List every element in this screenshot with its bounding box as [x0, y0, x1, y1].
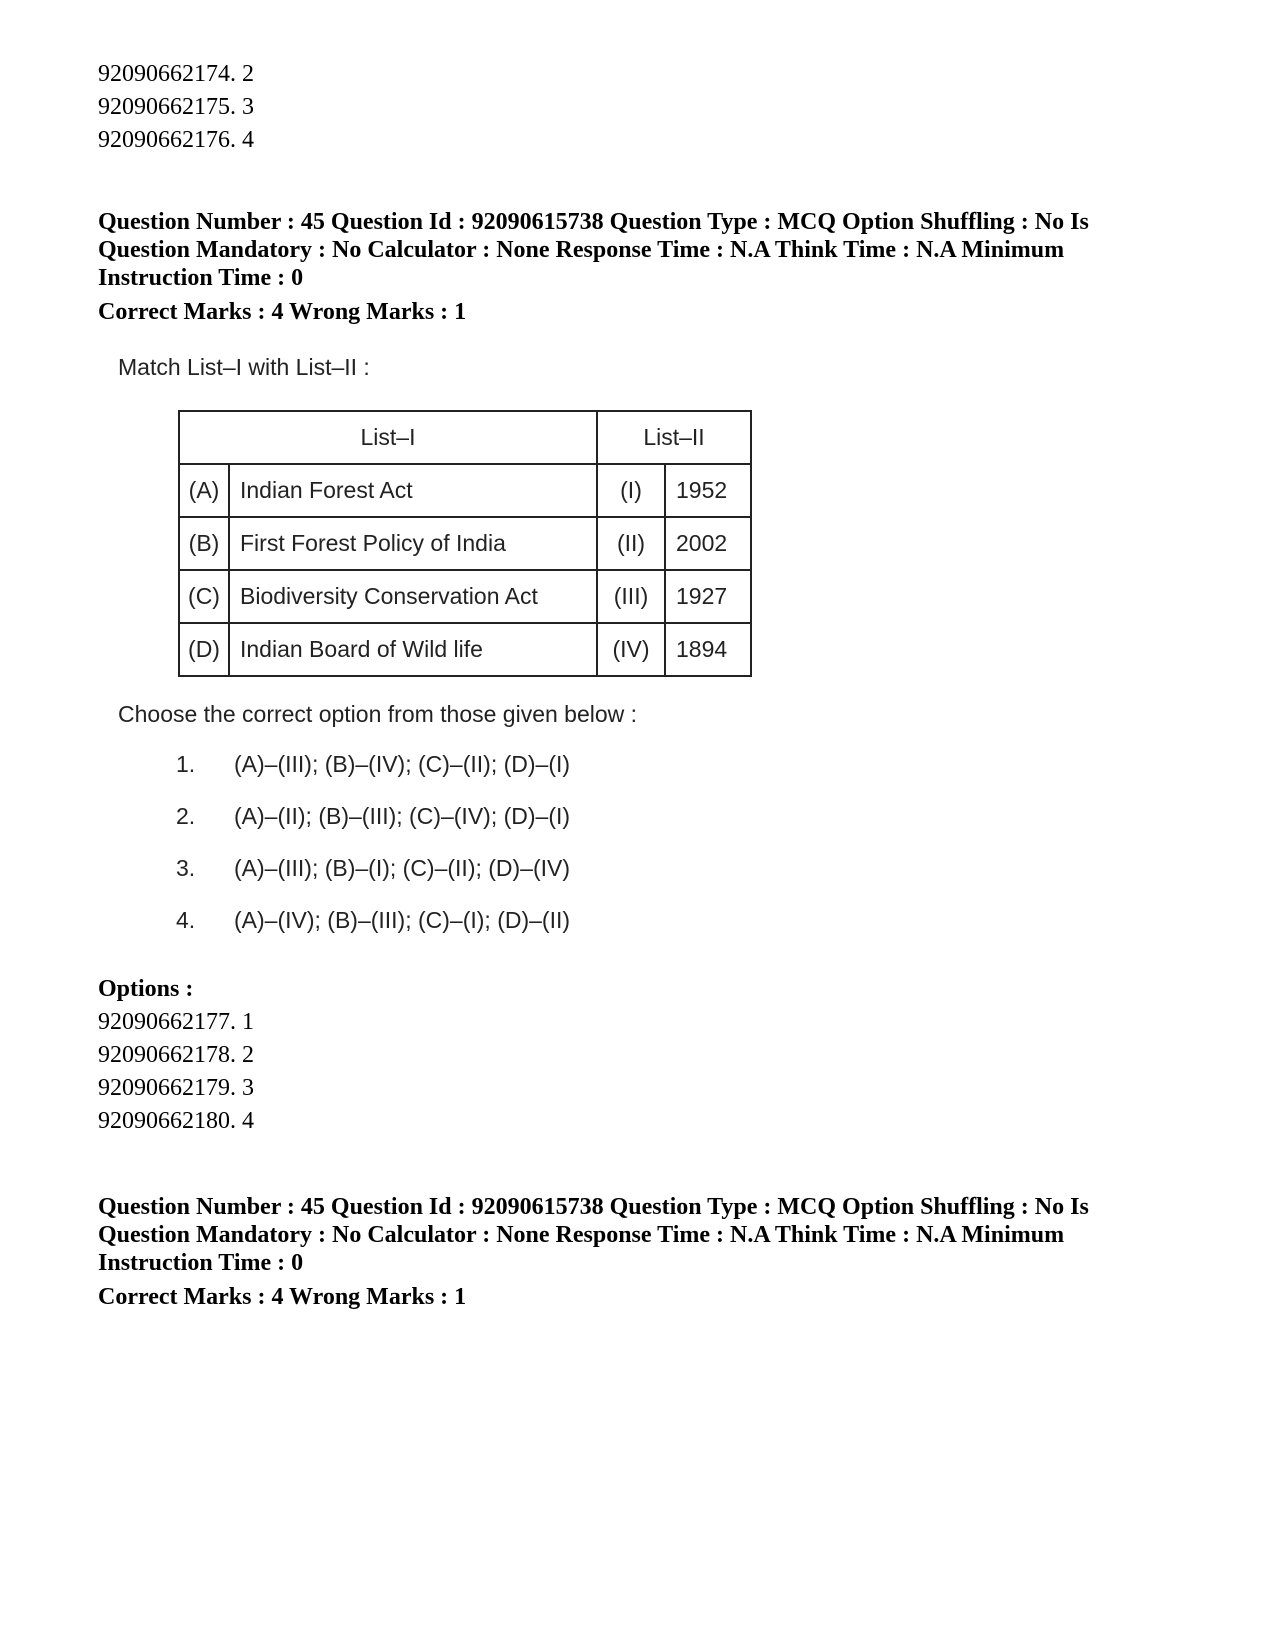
row-item: Indian Forest Act — [229, 464, 597, 517]
row-letter: (A) — [179, 464, 229, 517]
question-body — [118, 352, 818, 957]
row-item: First Forest Policy of India — [229, 517, 597, 570]
question-marks: Correct Marks : 4 Wrong Marks : 1 — [98, 1284, 467, 1310]
question-marks: Correct Marks : 4 Wrong Marks : 1 — [98, 299, 467, 325]
table-row — [179, 623, 751, 676]
option-line: 92090662178. 2 — [98, 1042, 254, 1068]
option-line: 92090662177. 1 — [98, 1009, 254, 1035]
table-row — [179, 464, 751, 517]
question-meta-line: Question Mandatory : No Calculator : None Response Time : N.A Think Time : N.A Minimum — [98, 1222, 1065, 1248]
previous-question-options — [98, 58, 254, 157]
question-meta-line: Question Number : 45 Question Id : 92090615738 Question Type : MCQ Option Shuffling : No Is — [98, 209, 1089, 235]
row-year: 1894 — [665, 623, 751, 676]
list-item — [176, 801, 818, 853]
match-table-header — [179, 411, 751, 464]
row-roman: (III) — [597, 570, 665, 623]
option-line: 92090662179. 3 — [98, 1075, 254, 1101]
row-year: 2002 — [665, 517, 751, 570]
choice-number: 3. — [176, 855, 196, 881]
choice-number: 4. — [176, 907, 196, 933]
row-letter: (B) — [179, 517, 229, 570]
option-line: 92090662174. 2 — [98, 61, 254, 87]
choice-text: (A)–(III); (B)–(IV); (C)–(II); (D)–(I) — [234, 751, 571, 777]
list-item — [176, 905, 818, 957]
row-letter: (C) — [179, 570, 229, 623]
table-row — [179, 570, 751, 623]
question-intro: Match List–I with List–II : — [118, 354, 370, 380]
list-item — [176, 853, 818, 905]
option-line: 92090662180. 4 — [98, 1108, 254, 1134]
choice-text: (A)–(IV); (B)–(III); (C)–(I); (D)–(II) — [234, 907, 571, 933]
choose-instruction: Choose the correct option from those given below : — [118, 701, 638, 727]
choice-text: (A)–(II); (B)–(III); (C)–(IV); (D)–(I) — [234, 803, 571, 829]
question-meta — [98, 208, 1188, 326]
match-table — [178, 410, 752, 677]
choice-text: (A)–(III); (B)–(I); (C)–(II); (D)–(IV) — [234, 855, 571, 881]
option-line: 92090662176. 4 — [98, 127, 254, 153]
list1-header: List–I — [179, 411, 597, 464]
row-year: 1927 — [665, 570, 751, 623]
choice-number: 1. — [176, 751, 196, 777]
question-options — [98, 1006, 254, 1138]
row-roman: (II) — [597, 517, 665, 570]
question-meta-line: Instruction Time : 0 — [98, 265, 304, 291]
table-row — [179, 517, 751, 570]
question-meta-line: Instruction Time : 0 — [98, 1250, 304, 1276]
row-item: Biodiversity Conservation Act — [229, 570, 597, 623]
list-item — [176, 749, 818, 801]
row-roman: (I) — [597, 464, 665, 517]
row-roman: (IV) — [597, 623, 665, 676]
row-item: Indian Board of Wild life — [229, 623, 597, 676]
question-meta-line: Question Mandatory : No Calculator : None Response Time : N.A Think Time : N.A Minimum — [98, 237, 1065, 263]
options-heading: Options : — [98, 976, 194, 1002]
question-meta-line: Question Number : 45 Question Id : 92090615738 Question Type : MCQ Option Shuffling : No Is — [98, 1194, 1089, 1220]
choice-list — [176, 749, 818, 957]
row-letter: (D) — [179, 623, 229, 676]
option-line: 92090662175. 3 — [98, 94, 254, 120]
list2-header: List–II — [597, 411, 751, 464]
next-question-meta — [98, 1193, 1188, 1311]
choice-number: 2. — [176, 803, 196, 829]
row-year: 1952 — [665, 464, 751, 517]
